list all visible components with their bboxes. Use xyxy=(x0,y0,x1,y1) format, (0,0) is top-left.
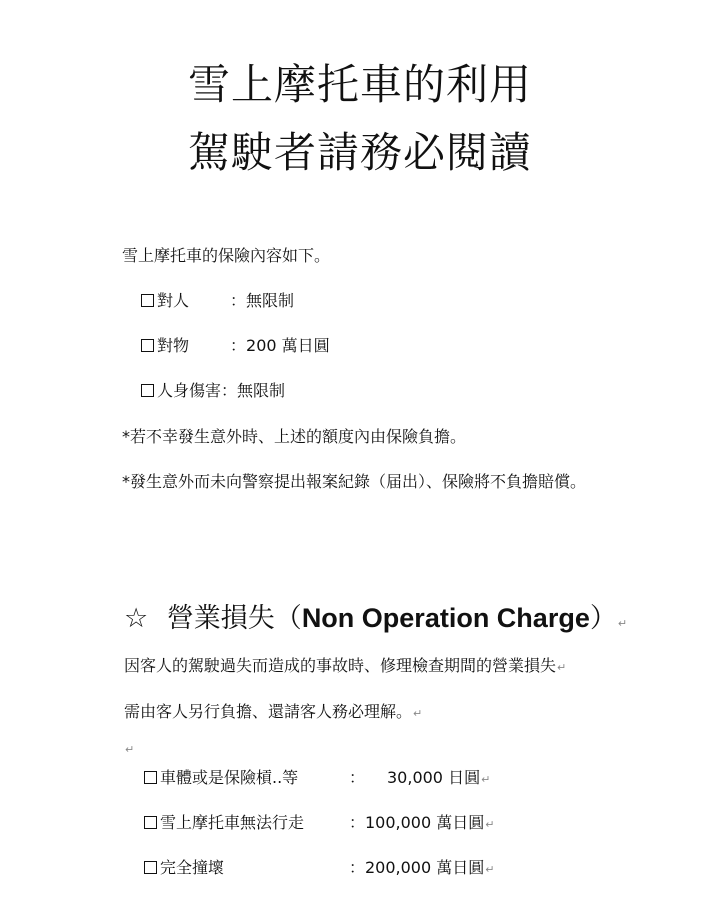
document-title-line-2: 駕駛者請務必閱讀 xyxy=(187,128,532,177)
noc-item-separator: ： xyxy=(349,813,366,832)
noc-title-close: ） xyxy=(589,603,617,634)
paragraph-mark-icon: ↵ xyxy=(413,707,423,720)
noc-paragraph: 因客人的駕駛過失而造成的事故時、修理檢查期間的營業損失↵ xyxy=(124,656,567,675)
insurance-note: *發生意外而未向警察提出報案紀錄（届出）、保險將不負擔賠償。 xyxy=(122,472,587,491)
insurance-item-separator: ： xyxy=(221,381,238,400)
noc-item-label: 完全撞壞 xyxy=(160,858,225,877)
paragraph-mark-icon: ↵ xyxy=(485,818,495,831)
noc-item-value: 200,000 萬日圓 xyxy=(365,858,485,877)
checkbox-icon xyxy=(141,339,154,352)
noc-item-separator: ： xyxy=(349,768,366,787)
checkbox-icon xyxy=(141,294,154,307)
insurance-intro: 雪上摩托車的保險內容如下。 xyxy=(122,246,331,265)
noc-title-latin: Non Operation Charge xyxy=(301,603,590,633)
paragraph-mark-icon: ↵ xyxy=(557,661,567,674)
insurance-item-value: 無限制 xyxy=(246,291,295,310)
empty-paragraph xyxy=(124,737,134,761)
noc-item-separator: ： xyxy=(349,858,366,877)
noc-item-value: 100,000 萬日圓 xyxy=(365,813,485,832)
insurance-item-label: 對物 xyxy=(157,336,190,355)
paragraph-mark-icon: ↵ xyxy=(485,863,495,876)
noc-item-value: 30,000 日圓 xyxy=(387,768,481,787)
star-icon: ☆ xyxy=(124,603,149,634)
checkbox-icon xyxy=(144,861,157,874)
insurance-item-value: 200 萬日圓 xyxy=(246,336,330,355)
insurance-note: *若不幸發生意外時、上述的額度內由保險負擔。 xyxy=(122,427,467,446)
noc-item-label: 雪上摩托車無法行走 xyxy=(160,813,305,832)
paragraph-mark-icon: ↵ xyxy=(481,773,491,786)
insurance-item-value: 無限制 xyxy=(237,381,286,400)
noc-item-label: 車體或是保險槓..等 xyxy=(160,768,299,787)
insurance-item-separator: ： xyxy=(230,336,247,355)
checkbox-icon xyxy=(141,384,154,397)
insurance-item-label: 人身傷害 xyxy=(157,381,222,400)
paragraph-mark-icon: ↵ xyxy=(617,617,628,630)
noc-section-title xyxy=(124,600,627,642)
noc-paragraph: 需由客人另行負擔、還請客人務必理解。↵ xyxy=(124,702,423,721)
checkbox-icon xyxy=(144,771,157,784)
insurance-item-separator: ： xyxy=(230,291,247,310)
insurance-item-label: 對人 xyxy=(157,291,190,310)
noc-title-cjk: 營業損失（ xyxy=(166,603,302,634)
paragraph-mark-icon: ↵ xyxy=(125,743,135,756)
checkbox-icon xyxy=(144,816,157,829)
document-title-line-1: 雪上摩托車的利用 xyxy=(187,60,532,109)
